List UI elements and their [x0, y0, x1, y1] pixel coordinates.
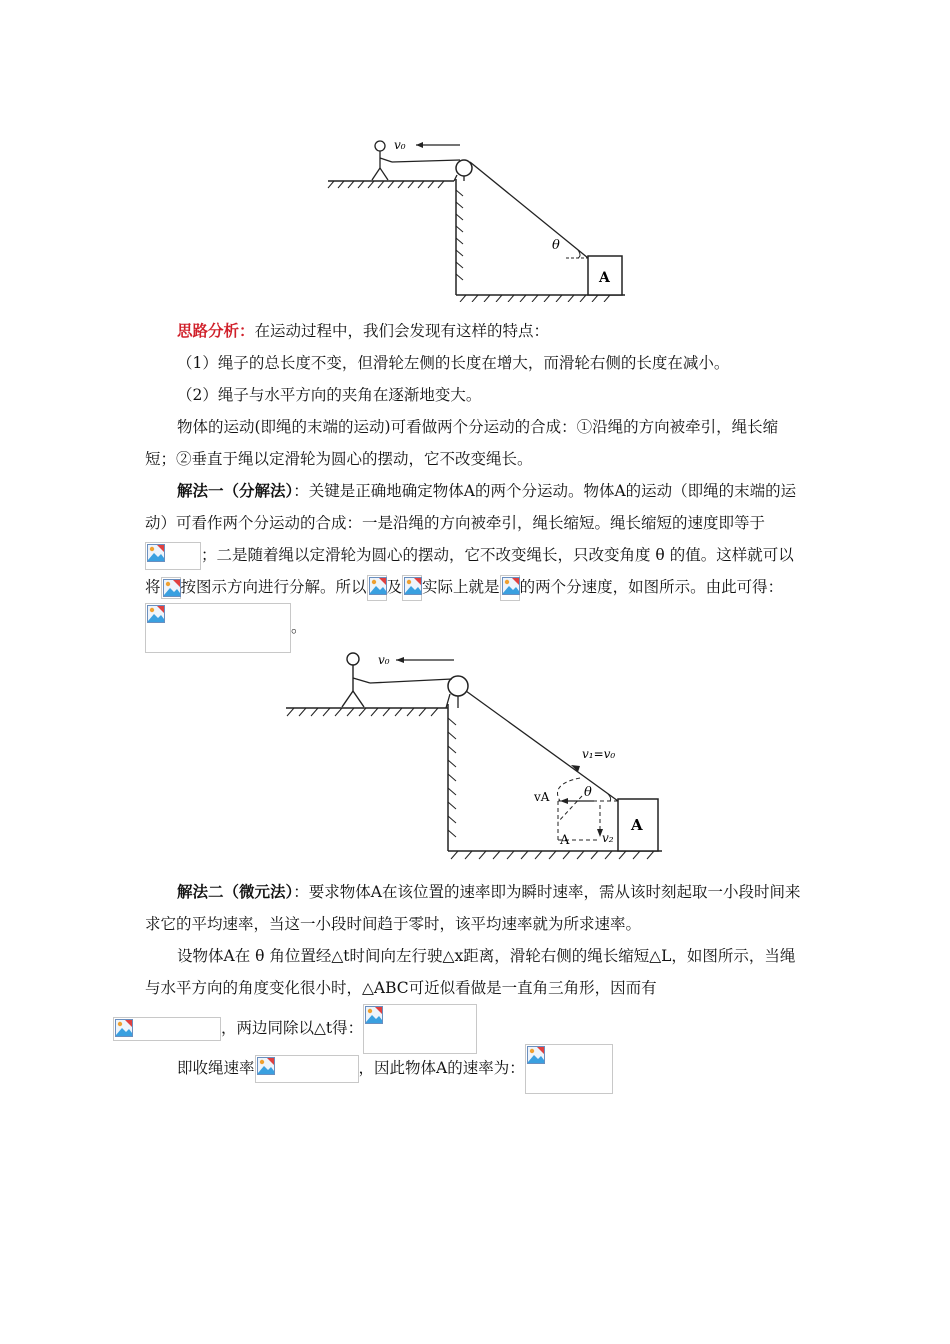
broken-image-icon — [115, 1019, 133, 1037]
method2-paragraph-2: 设物体A在 θ 角位置经△t时间向左行驶△x距离，滑轮右侧的绳长缩短△L，如图所示，当绳与水平方向的角度变化很小时，△ABC可近似看做是一直角三角形，因而有 ，两边同除以△t得： — [145, 940, 807, 1054]
broken-image-icon — [502, 577, 520, 595]
method2-title: 解法二（微元法） — [177, 882, 294, 901]
v1-label: v₁=v₀ — [582, 747, 616, 761]
block-a-label-2: A — [631, 816, 643, 834]
formula-image — [367, 575, 387, 601]
vA-label: vA — [534, 790, 550, 804]
theta-label-2: θ — [584, 785, 592, 800]
formula-image — [161, 577, 181, 599]
v0-label-2: v₀ — [378, 653, 390, 667]
broken-image-icon — [163, 579, 181, 597]
formula-image — [255, 1055, 359, 1083]
theta-label: θ — [552, 238, 560, 253]
method2-paragraph-3: 即收绳速率 ，因此物体A的速率为： — [177, 1044, 807, 1094]
block-a-label: A — [599, 270, 610, 286]
formula-image — [113, 1017, 221, 1041]
broken-image-icon — [365, 1006, 383, 1024]
ghost-a-label: A — [560, 833, 570, 848]
v2-label: v₂ — [602, 831, 614, 845]
analysis-point-2: （2）绳子与水平方向的夹角在逐渐地变大。 — [177, 386, 482, 404]
formula-image — [525, 1044, 613, 1094]
broken-image-icon — [404, 577, 422, 595]
method1-paragraph: 解法一（分解法）：关键是正确地确定物体A的两个分运动。物体A的运动（即绳的末端的运动）可看作两个分运动的合成：一是沿绳的方向被牵引，绳长缩短。绳长缩短的速度即等于 ；二是随着绳以定滑轮为圆心的摆动，它不改变绳长，只改变角度 θ 的值。这样就可以将 按图示方向进行分解。所以 及 实际上就是 的两个分速度，如图所示。由此可得： 。 — [145, 475, 807, 653]
broken-image-icon — [527, 1046, 545, 1064]
figure-pulley-1 — [320, 130, 630, 302]
method2-paragraph: 解法二（微元法）：要求物体A在该位置的速率即为瞬时速率，需从该时刻起取一小段时间来求它的平均速率，当这一小段时间趋于零时，该平均速率就为所求速率。 — [145, 882, 801, 933]
broken-image-icon — [369, 577, 387, 595]
broken-image-icon — [147, 605, 165, 623]
analysis-paragraph: 物体的运动(即绳的末端的运动)可看做两个分运动的合成：①沿绳的方向被牵引，绳长缩短；②垂直于绳以定滑轮为圆心的摆动，它不改变绳长。 — [145, 418, 779, 468]
formula-image — [145, 603, 291, 653]
figure-pulley-2 — [282, 646, 666, 864]
method1-title: 解法一（分解法） — [177, 481, 294, 500]
broken-image-icon — [257, 1057, 275, 1075]
analysis-point-1: （1）绳子的总长度不变，但滑轮左侧的长度在增大，而滑轮右侧的长度在减小。 — [177, 354, 730, 372]
formula-image — [402, 575, 422, 601]
analysis-title: 思路分析： — [177, 321, 255, 340]
formula-image — [145, 542, 201, 570]
analysis-intro: 思路分析：在运动过程中，我们会发现有这样的特点： — [177, 321, 550, 340]
v0-label: v₀ — [394, 138, 406, 152]
broken-image-icon — [147, 544, 165, 562]
formula-image — [500, 575, 520, 601]
